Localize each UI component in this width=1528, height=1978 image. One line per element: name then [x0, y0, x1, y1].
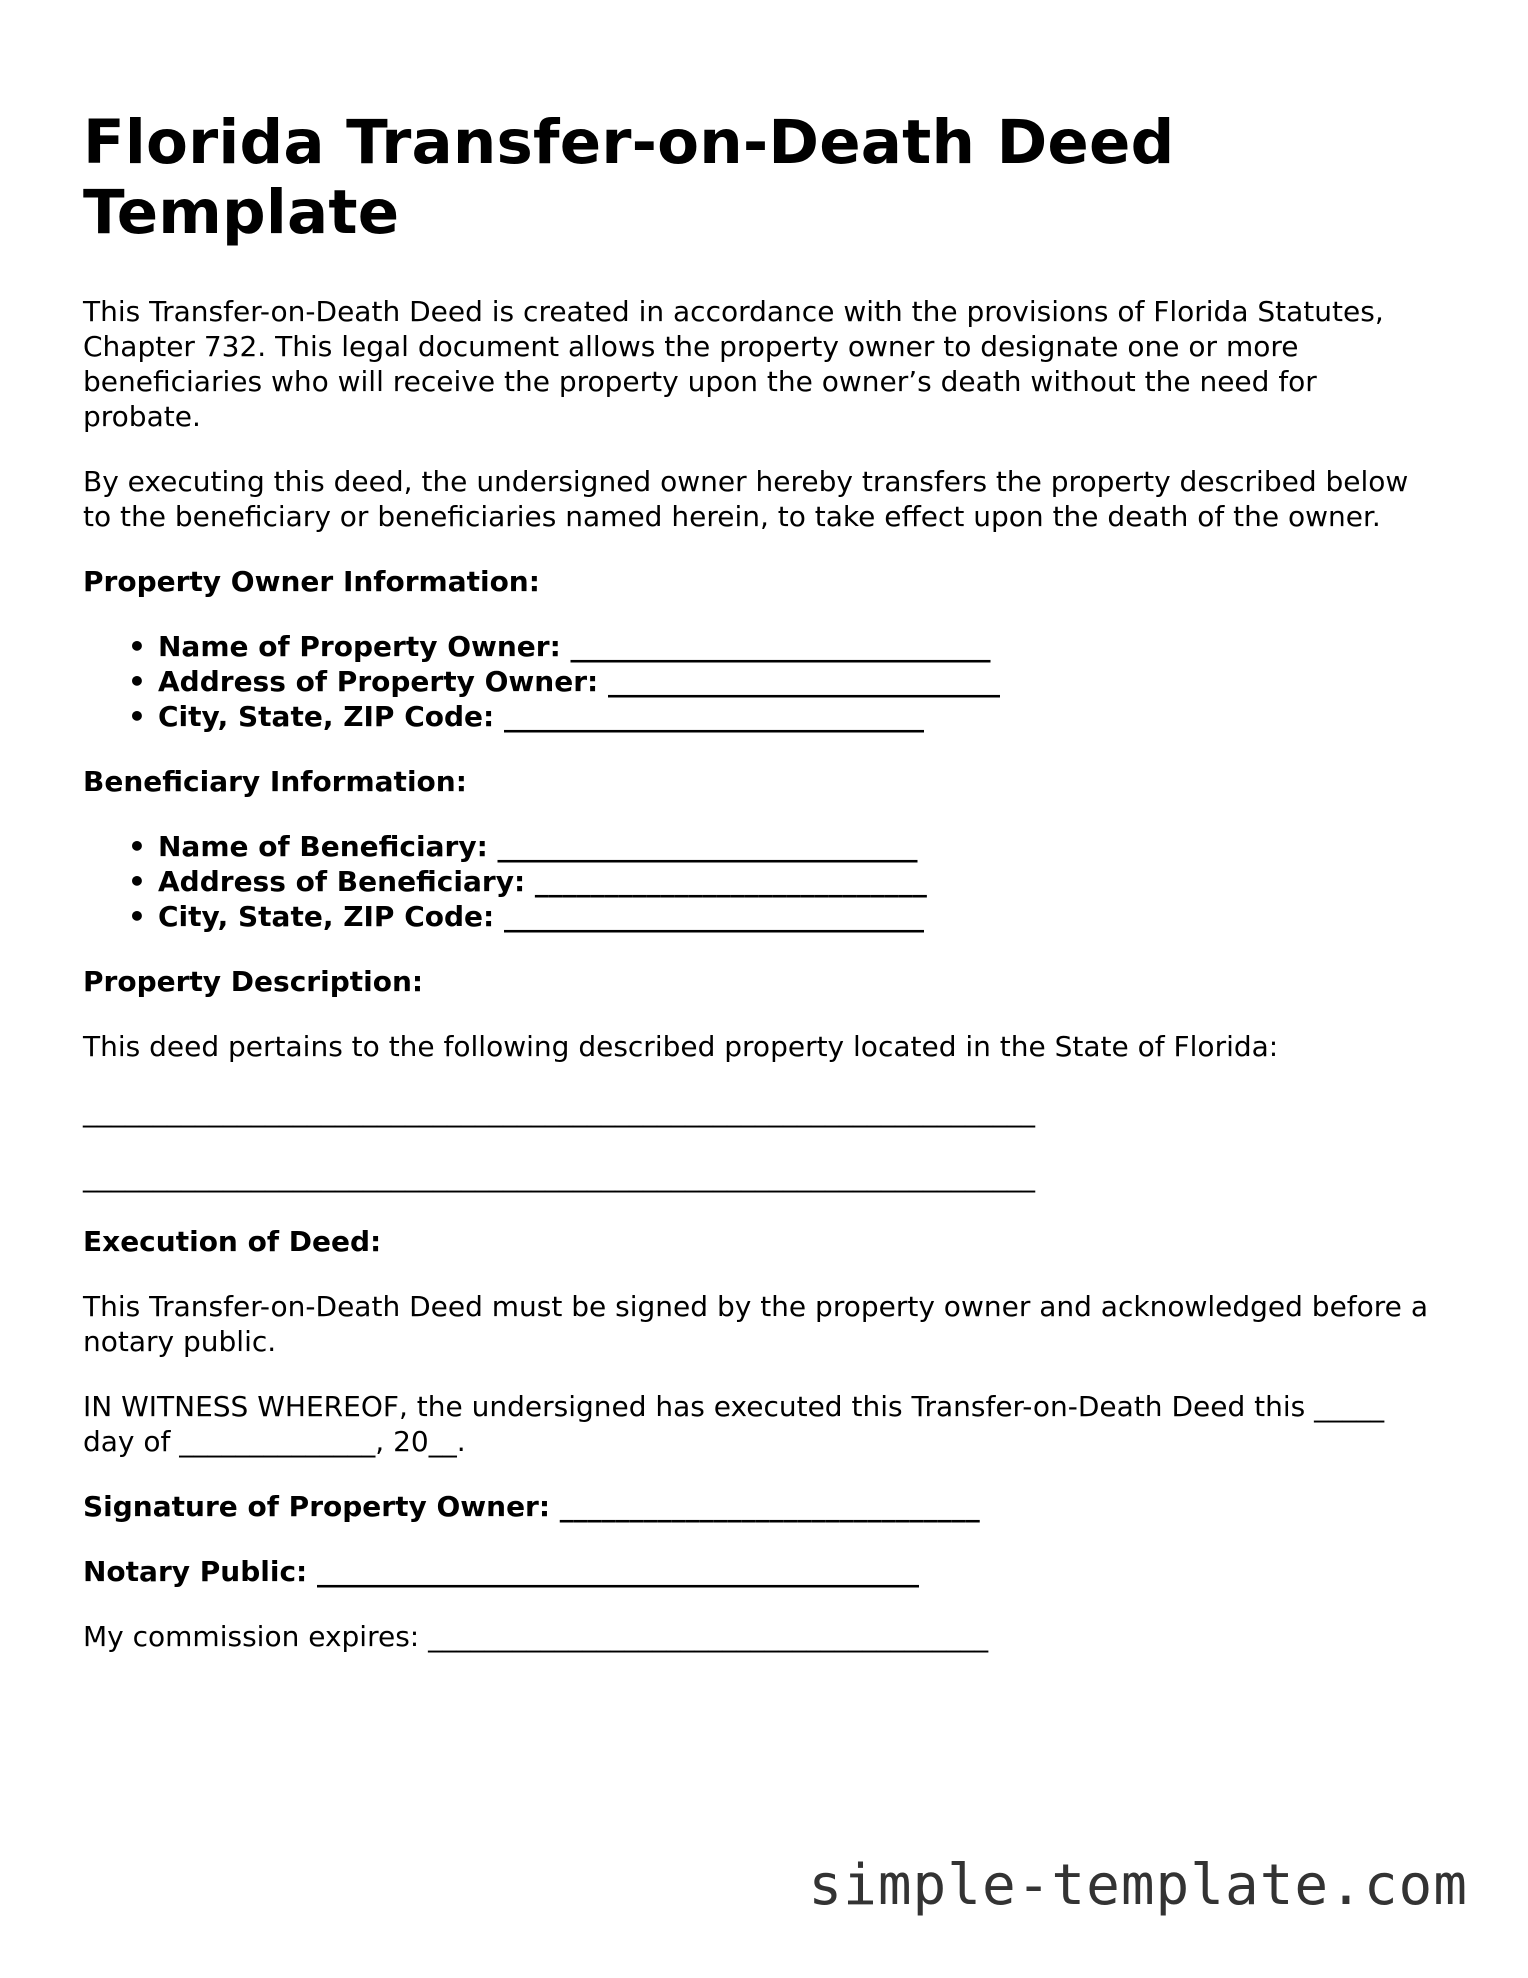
beneficiary-city-field: City, State, ZIP Code: ______________________________ — [158, 900, 924, 933]
owner-address-field: Address of Property Owner: ____________________________ — [158, 665, 1000, 698]
list-item — [83, 864, 1443, 899]
bullet-icon: • — [128, 630, 146, 663]
property-section-heading: Property Description: — [83, 965, 424, 998]
intro-paragraph-1: This Transfer-on-Death Deed is created in accordance with the provisions of Florida Statutes, Chapter 732. This legal document allows the property owner to designate one or more beneficiaries who will receive the property upon the owner’s death without the need for probate. — [83, 295, 1384, 433]
owner-section-heading: Property Owner Information: — [83, 565, 540, 598]
beneficiary-section-heading: Beneficiary Information: — [83, 765, 467, 798]
execution-text: This Transfer-on-Death Deed must be signed by the property owner and acknowledged before a notary public. — [83, 1290, 1428, 1358]
property-description-line-2: ____________________________________________________________________ — [83, 1160, 1035, 1193]
bullet-icon: • — [128, 700, 146, 733]
owner-signature-line: Signature of Property Owner: ______________________________ — [83, 1490, 980, 1523]
list-item — [83, 664, 1443, 699]
intro-paragraph-2: By executing this deed, the undersigned owner hereby transfers the property described below to the beneficiary or beneficiaries named herein, to take effect upon the death of the owner. — [83, 465, 1409, 533]
property-description-text: This deed pertains to the following described property located in the State of Florida: — [83, 1030, 1279, 1063]
list-item — [83, 699, 1443, 734]
list-item — [83, 629, 1443, 664]
document-title: Florida Transfer-on-Death Deed Template — [83, 107, 1175, 248]
commission-expires-line: My commission expires: ________________________________________ — [83, 1620, 989, 1653]
bullet-icon: • — [128, 900, 146, 933]
execution-section-heading: Execution of Deed: — [83, 1225, 382, 1258]
owner-city-field: City, State, ZIP Code: ______________________________ — [158, 700, 924, 733]
beneficiary-address-field: Address of Beneficiary: ____________________________ — [158, 865, 927, 898]
witness-statement: IN WITNESS WHEREOF, the undersigned has executed this Transfer-on-Death Deed this _____ day of ______________, 20__. — [83, 1390, 1385, 1458]
bullet-icon: • — [128, 665, 146, 698]
bullet-icon: • — [128, 865, 146, 898]
watermark: simple-template.com — [808, 1853, 1468, 1918]
property-description-line-1: ____________________________________________________________________ — [83, 1095, 1035, 1128]
notary-line: Notary Public: ___________________________________________ — [83, 1555, 919, 1588]
beneficiary-name-field: Name of Beneficiary: ______________________________ — [158, 830, 918, 863]
owner-info-list — [83, 629, 1443, 734]
beneficiary-info-list — [83, 829, 1443, 934]
bullet-icon: • — [128, 830, 146, 863]
list-item — [83, 899, 1443, 934]
owner-name-field: Name of Property Owner: ______________________________ — [158, 630, 991, 663]
document-page — [83, 108, 1443, 1684]
list-item — [83, 829, 1443, 864]
